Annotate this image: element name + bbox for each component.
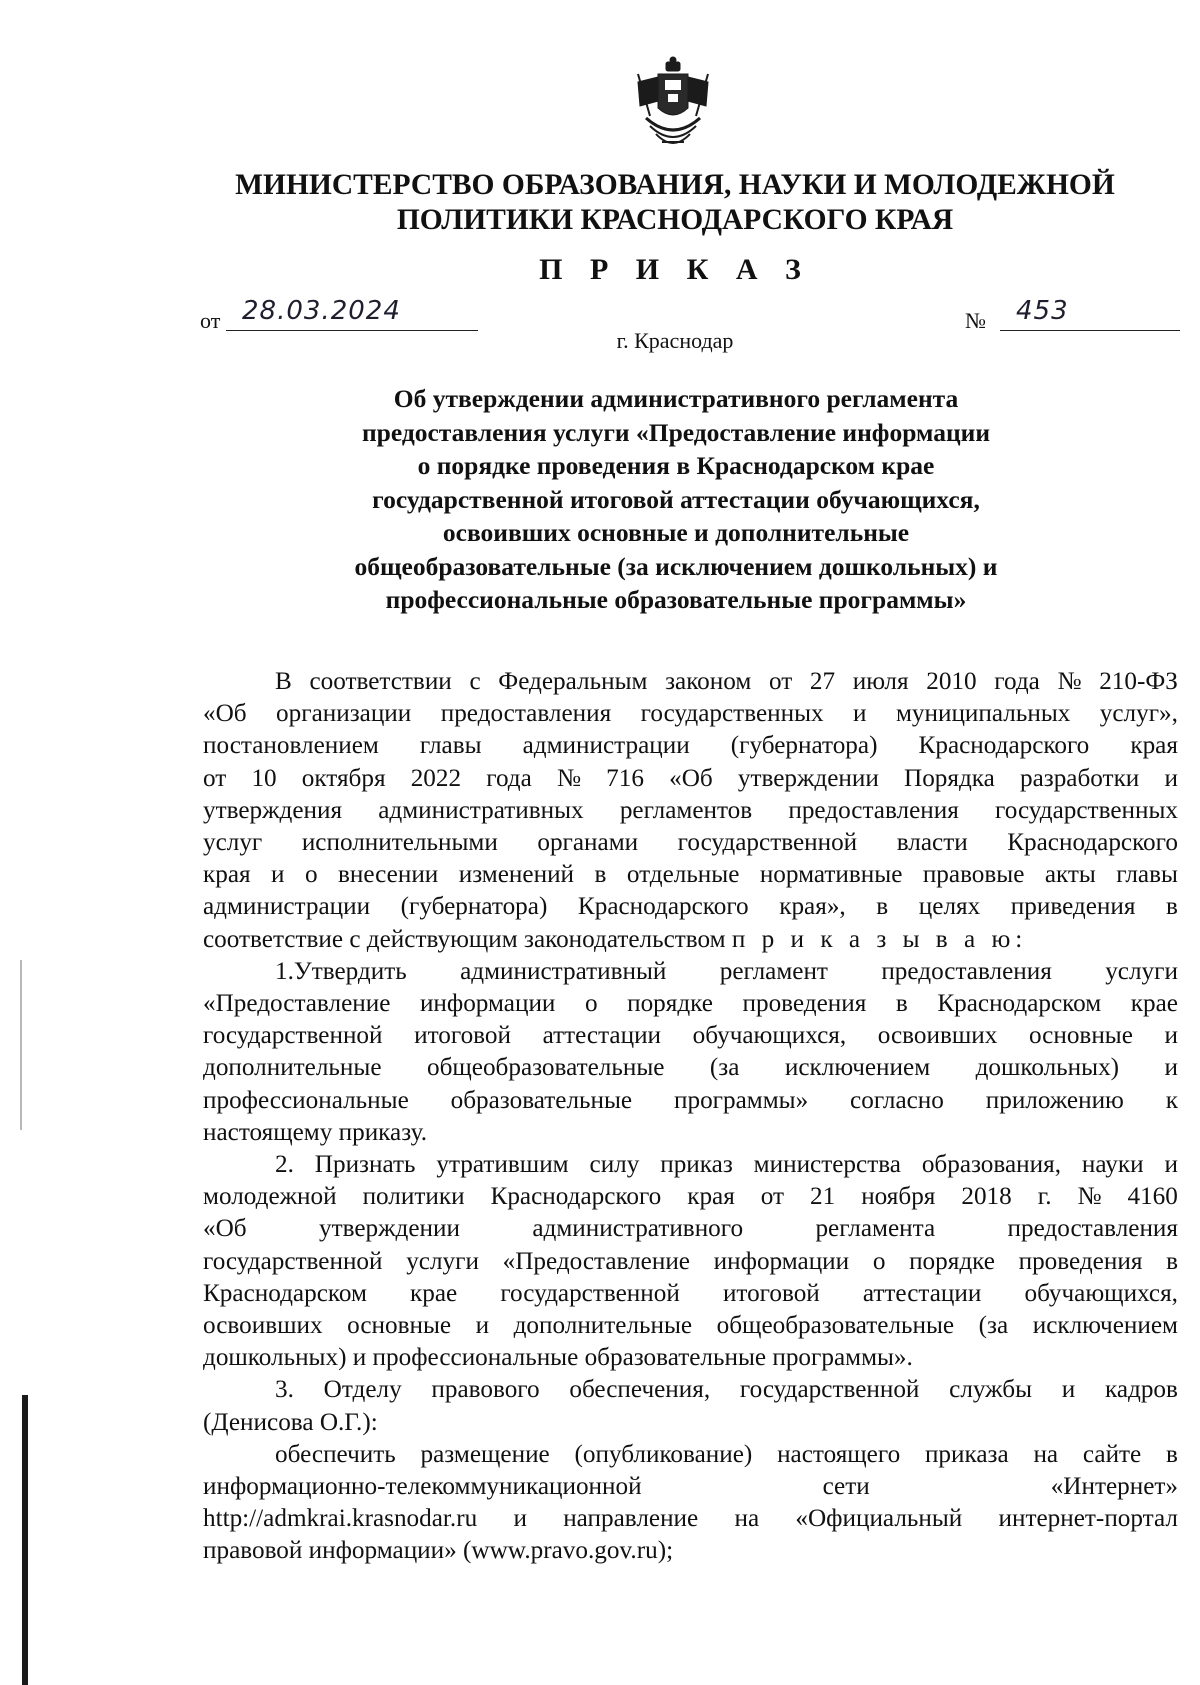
subject-line: о порядке проведения в Краснодарском крае [417,451,935,480]
word: настоящего [777,1440,901,1468]
word: крае [410,1279,458,1307]
word: на [734,1505,760,1533]
handwritten-date: 28.03.2024 [242,296,401,326]
word: главы [1116,861,1178,889]
word: № [1057,668,1082,695]
word: информационно-телекоммуникационной [203,1473,642,1501]
word: в [876,893,889,921]
word: от [760,1183,785,1211]
word: дополнительные [513,1312,693,1340]
text-segment: соответствие с действующим законодательством [203,925,726,953]
word: от [768,668,793,695]
word: о [584,990,598,1018]
word: предоставления [1007,1215,1178,1243]
word: предоставления [440,700,612,728]
number-prefix: № [965,308,986,333]
word: о [872,1247,886,1275]
word: порядке [627,990,713,1018]
word: на [1033,1440,1059,1468]
word: утратившим [436,1151,569,1179]
word: № [556,764,582,792]
word: предоставления [788,796,959,824]
word: года [994,668,1040,695]
text-line [203,1503,1178,1535]
word: акты [1044,861,1096,889]
word: утверждения [203,796,343,824]
word: изменений [458,861,575,889]
subject-line: профессиональные образовательные программы» [385,585,967,614]
word: администрации [522,732,690,760]
word: (за [709,1054,740,1082]
word: законом [665,668,752,695]
order-subject [150,382,1200,617]
word: приказ [660,1151,733,1179]
word: в [594,861,607,889]
word: соответствии [309,668,452,695]
text-line [203,666,1178,698]
text-line [203,698,1178,730]
text-line [203,1439,1178,1471]
ministry-line-1: МИНИСТЕРСТВО ОБРАЗОВАНИЯ, НАУКИ И МОЛОДЕЖНОЙ [235,169,1115,201]
text-line [203,763,1178,795]
number-field [1000,296,1180,331]
subject-line: предоставления услуги «Предоставление информации [361,417,991,447]
word: обеспечения, [569,1376,711,1404]
paragraph-preamble [203,666,1178,956]
text-line [203,859,1178,891]
word: июля [852,668,909,695]
word: министерства [753,1151,901,1179]
word: и [1164,1054,1178,1082]
word: (за [978,1312,1009,1340]
text-line [203,924,1178,956]
word: 27 [809,668,836,695]
word: «Предоставление [203,990,391,1018]
word: Краснодарского [577,893,749,921]
word: услуг», [1099,700,1178,728]
word: (губернатора) [400,893,548,921]
word: Краснодарского [918,732,1090,760]
word: и [1164,1022,1178,1050]
order-body [203,666,1178,1568]
subject-line: освоивших основные и дополнительные [442,518,910,547]
word: молодежной [203,1183,337,1211]
word: Признать [314,1151,416,1179]
word: 3. [275,1376,294,1404]
word: № [1077,1183,1102,1211]
word: крае [1130,990,1178,1018]
word: обучающихся, [692,1022,847,1050]
word: сайте [1082,1440,1142,1468]
text-line [203,988,1178,1020]
text-line [203,1020,1178,1052]
word: сети [822,1473,870,1501]
word: государственной [203,1247,383,1275]
word: в [1166,893,1178,921]
text-line [203,795,1178,827]
word: «Об [203,1215,247,1243]
word: направление [563,1505,699,1533]
word: проведения [742,990,867,1018]
ministry-name [150,168,1200,238]
paragraph-item-3 [203,1374,1178,1438]
paragraph-item-2 [203,1149,1178,1374]
word: порядке [909,1247,995,1275]
word: приложению [985,1086,1124,1114]
word: о [304,861,318,889]
subject-line: Об утверждении административного регламента [393,384,959,413]
scan-edge-mark [22,1395,28,1685]
word: с [469,668,481,695]
word: регламента [815,1215,936,1243]
word: предоставления [881,957,1052,985]
word: утверждении [318,1215,460,1243]
word: и [271,861,285,889]
word: «Официальный [795,1505,963,1533]
word: муниципальных [895,700,1071,728]
paragraph-item-3-subclause [203,1439,1178,1568]
text-line: правовой информации» (www.pravo.gov.ru); [203,1537,674,1565]
word: 2. [275,1151,294,1179]
word: целях [918,893,981,921]
text-line [203,1374,1178,1406]
text-line [203,1310,1178,1342]
word: http://admkrai.krasnodar.ru [203,1505,478,1533]
text-line [203,1085,1178,1117]
word: профессиональные [203,1086,409,1114]
word: освоивших [203,1312,323,1340]
text-line: дошкольных) и профессиональные образовательные программы». [203,1344,913,1372]
word: в [1166,1440,1178,1468]
word: 10 [251,764,277,792]
word: общеобразовательные [426,1054,665,1082]
word: октября [301,764,386,792]
text-line [203,827,1178,859]
subject-line: государственной итоговой аттестации обучающихся, [372,484,980,514]
word: организации [276,700,412,728]
word: государственной [739,1376,920,1404]
word: административного [532,1215,744,1243]
word: 716 [606,764,644,792]
paragraph-item-1 [203,956,1178,1149]
word: внесении [338,861,439,889]
word: основные [347,1312,452,1340]
word: 1.Утвердить [275,957,407,985]
word: 4160 [1127,1183,1178,1211]
word: 2010 [926,668,977,695]
word: образовательные [450,1086,633,1114]
text-line [203,891,1178,923]
word: отдельные [626,861,740,889]
word: силу [589,1151,640,1179]
text-line: (Денисова О.Г.): [203,1408,378,1436]
word: государственной [203,1022,383,1050]
word: согласно [850,1086,944,1114]
word: «Об [203,700,247,728]
text-line [203,1278,1178,1310]
word: разработки [1019,764,1140,792]
word: службы [949,1376,1032,1404]
word: исключением [1032,1312,1178,1340]
text-line [203,1213,1178,1245]
word: административный [460,957,667,985]
word: услуги [406,1247,479,1275]
word: кадров [1104,1376,1178,1404]
word: Федеральным [498,668,648,695]
word: Краснодарского [1007,829,1178,857]
text-line [203,1471,1178,1503]
date-field [226,296,478,331]
word: года [486,764,532,792]
word: края [687,1183,735,1211]
word: утверждении [737,764,879,792]
word: Краснодарском [937,990,1102,1018]
word: основные [1028,1022,1133,1050]
word: информации [419,990,556,1018]
word: и [853,700,867,728]
word: аттестации [542,1022,662,1050]
word: 210-ФЗ [1099,668,1178,695]
word: общеобразовательные [716,1312,955,1340]
word: Краснодарском [203,1279,367,1307]
word: интернет-портал [998,1505,1178,1533]
word: административных [378,796,584,824]
word: «Об [669,764,713,792]
text-line [203,730,1178,762]
word: и [1061,1376,1076,1404]
word: В [275,668,292,695]
text-line [203,1181,1178,1213]
word: края [203,861,251,889]
word: правовые [922,861,1025,889]
word: информации [713,1247,850,1275]
text-line [203,1052,1178,1084]
word: Отделу [323,1376,402,1404]
word: обучающихся, [1024,1279,1178,1307]
word: исполнительными [301,829,498,857]
word: в [895,990,908,1018]
word: программы» [674,1086,809,1114]
word: правового [431,1376,540,1404]
word: «Предоставление [502,1247,690,1275]
word: от [203,764,227,792]
word: политики [362,1183,465,1211]
word: (губернатора) [730,732,878,760]
date-prefix: от [200,308,221,333]
word: итоговой [414,1022,511,1050]
word: образования, [921,1151,1061,1179]
word: услуг [203,829,263,857]
text-line [203,1246,1178,1278]
word: в [1166,1247,1178,1275]
word: науки [1081,1151,1144,1179]
handwritten-number: 453 [1016,296,1069,326]
word: государственной [500,1279,680,1307]
word: регламентов [619,796,753,824]
word: 21 [810,1183,836,1211]
word: Краснодарского [490,1183,662,1211]
document-type: П Р И К А З [539,253,811,286]
subject-line: общеобразовательные (за исключением дошкольных) и [354,551,998,581]
word: ноября [861,1183,936,1211]
word: услуги [1105,957,1178,985]
word: государственной [677,829,858,857]
word: «Интернет» [1050,1473,1178,1501]
text-line: настоящему приказу. [203,1118,427,1146]
word: и [475,1312,490,1340]
word: г. [1037,1183,1052,1211]
word: Порядка [904,764,995,792]
word: администрации [203,893,371,921]
word: к [1165,1086,1178,1114]
word: главы [419,732,482,760]
word: приказа [924,1440,1009,1468]
word: и [1164,764,1178,792]
word: 2018 [961,1183,1012,1211]
word: дошкольных) [975,1054,1120,1082]
coat-of-arms-icon [632,56,714,156]
word: края», [779,893,846,921]
word: государственных [995,796,1178,824]
word: дополнительные [203,1054,382,1082]
text-line [203,956,1178,988]
word: проведения [1018,1247,1143,1275]
word: и [513,1505,527,1533]
order-keyword: п р и к а з ы в а ю: [731,925,1028,953]
scan-edge-mark-faint [20,960,22,1130]
word: и [1164,1151,1178,1179]
word: итоговой [722,1279,820,1307]
word: нормативные [759,861,903,889]
word: власти [896,829,968,857]
city: г. Краснодар [616,328,734,353]
word: (опубликование) [574,1440,753,1468]
word: регламент [719,957,828,985]
word: освоивших [877,1022,998,1050]
word: приведения [1010,893,1136,921]
word: размещение [420,1440,550,1468]
ministry-line-2: ПОЛИТИКИ КРАСНОДАРСКОГО КРАЯ [396,204,954,236]
word: 2022 [410,764,462,792]
word: государственных [640,700,824,728]
word: постановлением [203,732,379,760]
word: обеспечить [275,1440,396,1468]
word: органами [537,829,639,857]
word: аттестации [862,1279,982,1307]
word: края [1130,732,1178,760]
text-line [203,1149,1178,1181]
word: исключением [784,1054,931,1082]
